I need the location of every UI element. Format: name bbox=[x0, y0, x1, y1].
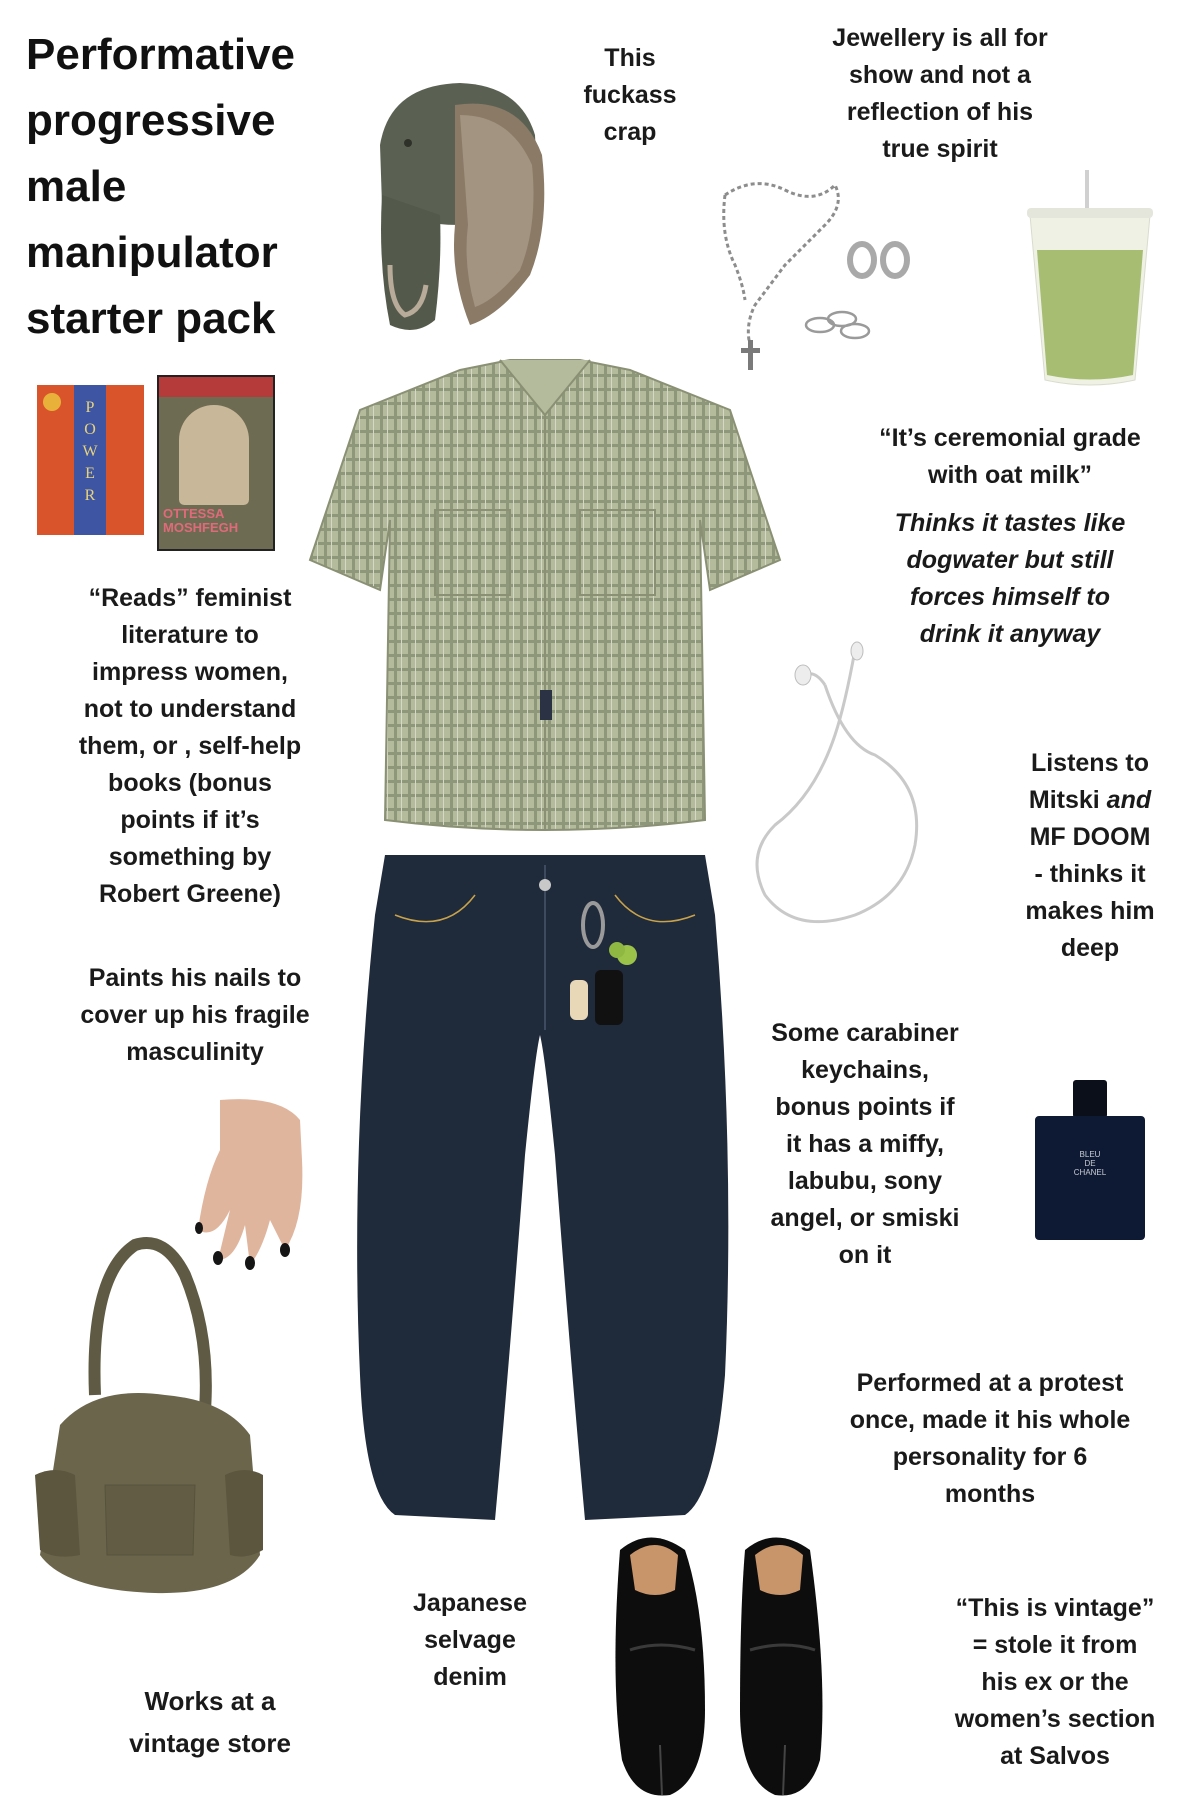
caption-emphasis: and bbox=[1106, 786, 1152, 814]
caption-line: makes him bbox=[1025, 897, 1155, 925]
caption-line: vintage store bbox=[129, 1728, 291, 1758]
caption-line: “This is vintage” bbox=[955, 1594, 1155, 1622]
caption-line: bonus points if bbox=[775, 1093, 955, 1121]
perfume-label-line: DE bbox=[1084, 1159, 1096, 1168]
music-caption bbox=[1000, 745, 1180, 967]
caption-line: keychains, bbox=[801, 1056, 929, 1084]
canvas-tote-bag bbox=[35, 1235, 265, 1600]
caption-line: forces himself to bbox=[909, 583, 1111, 611]
caption-line: literature to bbox=[121, 621, 259, 649]
caption-line: MF DOOM bbox=[1029, 823, 1151, 851]
caption-line: Japanese bbox=[413, 1589, 527, 1617]
hat-caption bbox=[555, 40, 705, 151]
caption-line: denim bbox=[433, 1663, 507, 1691]
perfume-label-line: CHANEL bbox=[1073, 1168, 1107, 1177]
book-seal bbox=[43, 393, 61, 411]
book-title-letter: R bbox=[84, 487, 96, 504]
caption-line: deep bbox=[1060, 934, 1120, 962]
earrings bbox=[845, 240, 915, 280]
books-caption bbox=[40, 580, 340, 913]
caption-line: show and not a bbox=[849, 61, 1031, 89]
book-title-letter: E bbox=[85, 465, 95, 482]
nails-caption bbox=[60, 960, 330, 1071]
caption-line: Works at a bbox=[144, 1686, 276, 1716]
rings bbox=[800, 305, 875, 345]
author-line: OTTESSA bbox=[163, 506, 225, 521]
vintage-claim-caption bbox=[925, 1590, 1185, 1775]
caption-line: “It’s ceremonial grade bbox=[879, 424, 1141, 452]
caption-line: his ex or the bbox=[981, 1668, 1129, 1696]
caption-line: fuckass bbox=[583, 81, 677, 109]
iced-matcha bbox=[1025, 170, 1155, 390]
plaid-shirt bbox=[310, 360, 780, 840]
caption-line: at Salvos bbox=[1000, 1742, 1110, 1770]
author-line: MOSHFEGH bbox=[163, 520, 239, 535]
caption-line: personality for 6 bbox=[892, 1443, 1088, 1471]
caption-line: impress women, bbox=[92, 658, 288, 686]
caption-line: “Reads” feminist bbox=[88, 584, 292, 612]
caption-line: with oat milk” bbox=[928, 461, 1092, 489]
caption-line: Performed at a protest bbox=[856, 1369, 1124, 1397]
caption-line bbox=[1000, 782, 1180, 819]
caption-line: Some carabiner bbox=[771, 1019, 959, 1047]
trapper-hat bbox=[360, 75, 550, 340]
perfume-cap bbox=[1073, 1080, 1107, 1118]
perfume-body bbox=[1035, 1116, 1145, 1240]
caption-line: dogwater but still bbox=[906, 546, 1114, 574]
caption-line: This bbox=[604, 44, 656, 72]
caption-line: on it bbox=[838, 1241, 892, 1269]
keychains-caption bbox=[730, 1015, 1000, 1274]
perfume-label bbox=[1055, 1150, 1125, 1177]
perfume-label-line: BLEU bbox=[1079, 1150, 1101, 1159]
caption-line: Thinks it tastes like bbox=[894, 509, 1126, 537]
caption-line: drink it anyway bbox=[919, 620, 1101, 648]
caption-line: Listens to bbox=[1030, 749, 1150, 777]
title-line: progressive bbox=[26, 96, 276, 145]
book-band bbox=[159, 377, 273, 397]
caption-line: selvage bbox=[424, 1626, 516, 1654]
caption-line: - thinks it bbox=[1034, 860, 1146, 888]
book-title-letter: O bbox=[84, 421, 96, 438]
wired-earphones bbox=[735, 645, 940, 940]
caption-line: months bbox=[944, 1480, 1036, 1508]
caption-line: Jewellery is all for bbox=[832, 24, 1048, 52]
caption-line: points if it’s bbox=[120, 806, 260, 834]
selvedge-jeans bbox=[355, 855, 735, 1535]
vintage-store-caption bbox=[95, 1680, 325, 1764]
matcha-quote bbox=[845, 420, 1175, 494]
title-line: male bbox=[26, 162, 127, 211]
caption-line: = stole it from bbox=[972, 1631, 1138, 1659]
denim-caption bbox=[380, 1585, 560, 1696]
caption-line: them, or , self-help bbox=[78, 732, 302, 760]
caption-line: Robert Greene) bbox=[99, 880, 281, 908]
book-title-letter: W bbox=[82, 443, 98, 460]
perfume-bottle bbox=[1035, 1080, 1145, 1240]
carabiner-keychains bbox=[565, 900, 645, 1030]
tabi-loafers bbox=[610, 1530, 840, 1800]
caption-line: it has a miffy, bbox=[786, 1130, 944, 1158]
48-laws-of-power-book bbox=[37, 385, 144, 535]
caption-artist: Mitski bbox=[1028, 786, 1107, 814]
caption-line: true spirit bbox=[882, 135, 998, 163]
title-line: starter pack bbox=[26, 294, 276, 343]
book-cover-portrait bbox=[179, 405, 249, 505]
book-title bbox=[74, 397, 106, 507]
rosary-necklace bbox=[715, 175, 865, 375]
book-author bbox=[163, 507, 263, 535]
caption-line: cover up his fragile bbox=[80, 1001, 310, 1029]
caption-line: something by bbox=[108, 843, 272, 871]
protest-caption bbox=[825, 1365, 1155, 1513]
caption-line: not to understand bbox=[83, 695, 297, 723]
title-line: Performative bbox=[26, 30, 296, 79]
page-title bbox=[26, 22, 356, 352]
jewellery-caption bbox=[790, 20, 1090, 168]
moshfegh-novel bbox=[157, 375, 275, 551]
caption-line: masculinity bbox=[126, 1038, 264, 1066]
caption-line: crap bbox=[603, 118, 657, 146]
caption-line: angel, or smiski bbox=[770, 1204, 960, 1232]
book-title-letter: P bbox=[85, 399, 95, 416]
matcha-note bbox=[860, 505, 1160, 653]
caption-line: women’s section bbox=[954, 1705, 1156, 1733]
title-line: manipulator bbox=[26, 228, 278, 277]
caption-line: Paints his nails to bbox=[88, 964, 302, 992]
caption-line: labubu, sony bbox=[787, 1167, 943, 1195]
caption-line: reflection of his bbox=[846, 98, 1034, 126]
caption-line: once, made it his whole bbox=[849, 1406, 1131, 1434]
caption-line: books (bonus bbox=[108, 769, 272, 797]
